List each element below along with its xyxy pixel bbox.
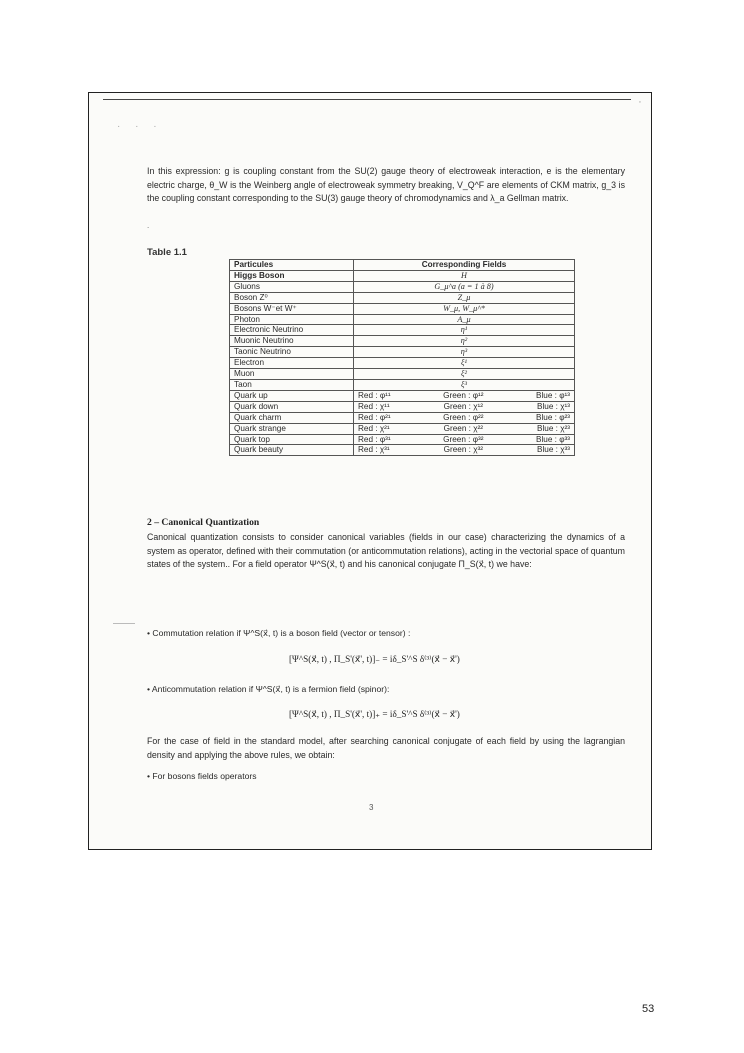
table-row bbox=[230, 412, 575, 423]
table-row bbox=[230, 423, 575, 434]
quark-field-blue: Blue : φ³³ bbox=[536, 434, 570, 444]
quark-field-blue: Blue : φ²³ bbox=[536, 412, 570, 422]
particles-table bbox=[229, 259, 575, 456]
field-symbol: G_μ^a (a = 1 à 8) bbox=[354, 281, 575, 292]
header-corresponding-fields: Corresponding Fields bbox=[354, 260, 575, 271]
table-row bbox=[230, 314, 575, 325]
table-row bbox=[230, 358, 575, 369]
table-row bbox=[230, 390, 575, 401]
table-row bbox=[230, 303, 575, 314]
quark-name: Quark down bbox=[230, 401, 354, 412]
particle-name: Higgs Boson bbox=[230, 270, 354, 281]
stray-dot: . bbox=[147, 221, 150, 230]
field-symbol: ξ³ bbox=[354, 379, 575, 390]
quark-field-green: Green : φ³² bbox=[443, 434, 484, 444]
section-title: 2 – Canonical Quantization bbox=[147, 517, 260, 528]
quark-color-fields bbox=[354, 445, 575, 456]
bullet-bosons: • For bosons fields operators bbox=[147, 771, 257, 781]
field-symbol: A_μ bbox=[354, 314, 575, 325]
scan-noise: · · · bbox=[117, 121, 163, 132]
inner-page-number: 3 bbox=[369, 803, 374, 812]
table-row bbox=[230, 369, 575, 380]
table-row bbox=[230, 270, 575, 281]
quark-field-green: Green : φ²² bbox=[443, 412, 484, 422]
quark-name: Quark up bbox=[230, 390, 354, 401]
table-header-row bbox=[230, 260, 575, 271]
particle-name: Electronic Neutrino bbox=[230, 325, 354, 336]
particle-name: Boson Z⁰ bbox=[230, 292, 354, 303]
particle-name: Muonic Neutrino bbox=[230, 336, 354, 347]
particle-name: Electron bbox=[230, 358, 354, 369]
quark-name: Quark charm bbox=[230, 412, 354, 423]
quark-color-fields bbox=[354, 390, 575, 401]
quark-name: Quark beauty bbox=[230, 445, 354, 456]
table-row bbox=[230, 434, 575, 445]
table-row bbox=[230, 445, 575, 456]
table-row bbox=[230, 347, 575, 358]
particle-name: Gluons bbox=[230, 281, 354, 292]
field-symbol: H bbox=[354, 270, 575, 281]
field-symbol: W_μ, W_μ^* bbox=[354, 303, 575, 314]
particle-name: Muon bbox=[230, 369, 354, 380]
scanned-page bbox=[88, 92, 652, 850]
table-caption: Table 1.1 bbox=[147, 247, 187, 258]
field-symbol: ξ¹ bbox=[354, 358, 575, 369]
particle-name: Taon bbox=[230, 379, 354, 390]
quark-color-fields bbox=[354, 434, 575, 445]
quark-field-blue: Blue : χ¹³ bbox=[537, 401, 570, 411]
scan-top-border bbox=[103, 99, 631, 100]
field-symbol: ξ² bbox=[354, 369, 575, 380]
quark-field-red: Red : χ²¹ bbox=[358, 423, 390, 433]
table-row bbox=[230, 292, 575, 303]
equation-commutation: [Ψ^S(x⃗, t) , Π_S'(x⃗', t)]₋ = iδ_S'^S δ⁽³⁾(x⃗ − x⃗') bbox=[289, 654, 460, 664]
bullet-anticommutation: • Anticommutation relation if Ψ^S(x⃗, t) is a fermion field (spinor): bbox=[147, 684, 390, 694]
table-row bbox=[230, 281, 575, 292]
equation-anticommutation: [Ψ^S(x⃗, t) , Π_S'(x⃗', t)]₊ = iδ_S'^S δ⁽³⁾(x⃗ − x⃗') bbox=[289, 709, 460, 719]
quark-field-red: Red : χ³¹ bbox=[358, 445, 390, 455]
quark-field-blue: Blue : χ³³ bbox=[537, 445, 570, 455]
quark-color-fields bbox=[354, 401, 575, 412]
quark-color-fields bbox=[354, 423, 575, 434]
field-symbol: η² bbox=[354, 336, 575, 347]
quark-field-red: Red : χ¹¹ bbox=[358, 401, 390, 411]
table-row bbox=[230, 336, 575, 347]
particle-name: Taonic Neutrino bbox=[230, 347, 354, 358]
page-number: 53 bbox=[642, 1003, 655, 1015]
field-symbol: η¹ bbox=[354, 325, 575, 336]
closing-paragraph: For the case of field in the standard model, after searching canonical conjugate of each field by using the lagrangian density and applying the above rules, we obtain: bbox=[147, 736, 625, 760]
quark-color-fields bbox=[354, 412, 575, 423]
quark-field-green: Green : χ¹² bbox=[443, 401, 483, 411]
quark-field-blue: Blue : χ²³ bbox=[537, 423, 570, 433]
quark-field-green: Green : φ¹² bbox=[443, 390, 484, 400]
table-row bbox=[230, 401, 575, 412]
scan-side-mark bbox=[113, 623, 135, 624]
particle-name: Bosons W⁻et W⁺ bbox=[230, 303, 354, 314]
quark-name: Quark top bbox=[230, 434, 354, 445]
quark-field-green: Green : χ³² bbox=[443, 445, 483, 455]
quark-field-blue: Blue : φ¹³ bbox=[536, 390, 570, 400]
bullet-commutation: • Commutation relation if Ψ^S(x⃗, t) is a boson field (vector or tensor) : bbox=[147, 628, 411, 638]
quark-field-red: Red : φ³¹ bbox=[358, 434, 391, 444]
particle-name: Photon bbox=[230, 314, 354, 325]
quark-name: Quark strange bbox=[230, 423, 354, 434]
section-paragraph: Canonical quantization consists to consider canonical variables (fields in our case) characterizing the dynamics of a system as operator, defined with their commutation (or anticommutation relations), acting in the vectorial space of quantum states of the system.. For a field operator Ψ^S(x⃗, t) and his canonical conjugate Π_S(x⃗, t) we have: bbox=[147, 532, 625, 570]
table-row bbox=[230, 325, 575, 336]
intro-paragraph: In this expression: g is coupling constant from the SU(2) gauge theory of electroweak interaction, e is the elementary electric charge, θ_W is the Weinberg angle of electroweak symmetry breaking, V_Q^F are elements of CKM matrix, g_3 is the coupling constant corresponding to the SU(3) gauge theory of chromodynamics and λ_a Gellman matrix. bbox=[147, 166, 625, 204]
field-symbol: η³ bbox=[354, 347, 575, 358]
quark-field-green: Green : χ²² bbox=[443, 423, 483, 433]
header-particules: Particules bbox=[230, 260, 354, 271]
scan-corner-mark: ◦ bbox=[638, 99, 641, 106]
table-row bbox=[230, 379, 575, 390]
quark-field-red: Red : φ¹¹ bbox=[358, 390, 391, 400]
field-symbol: Z_μ bbox=[354, 292, 575, 303]
quark-field-red: Red : φ²¹ bbox=[358, 412, 391, 422]
